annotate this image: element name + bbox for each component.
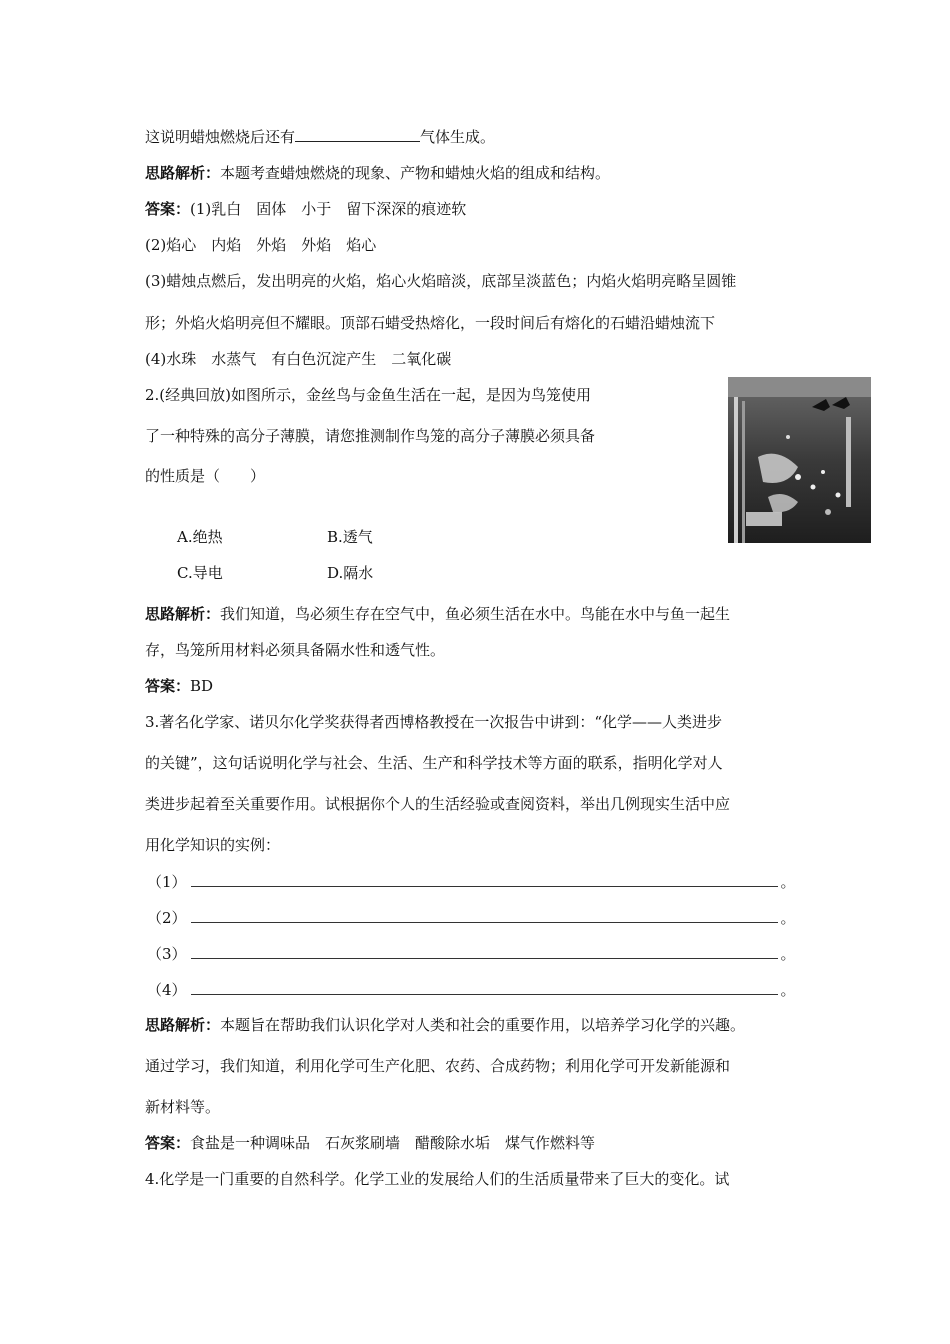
explanation-line: 思路解析：本题考查蜡烛燃烧的现象、产物和蜡烛火焰的组成和结构。 [145,164,611,182]
answer-item: 形；外焰火焰明亮但不耀眼。顶部石蜡受热熔化，一段时间后有熔化的石蜡沿蜡烛流下 [145,314,716,332]
explanation-line: 思路解析：我们知道，鸟必须生存在空气中，鱼必须生活在水中。鸟能在水中与鱼一起生 [145,605,731,623]
text-line: 这说明蜡烛燃烧后还有 气体生成。 [145,128,496,146]
answer-line: 答案：(1)乳白 固体 小于 留下深深的痕迹软 [145,200,467,218]
answer-blank [295,127,420,142]
option-d: D.隔水 [327,564,374,582]
explanation-line: 通过学习，我们知道，利用化学可生产化肥、农药、合成药物；利用化学可开发新能源和 [145,1057,731,1075]
answer-label: 答案： [145,200,191,218]
answer-line: 答案：食盐是一种调味品 石灰浆刷墙 醋酸除水垢 煤气作燃料等 [145,1134,596,1152]
fill-blank-row: （1） 。 [147,873,796,891]
explanation-line: 新材料等。 [145,1098,221,1116]
answer-label: 答案： [145,677,191,695]
option-c: C.导电 [177,564,223,582]
answer-blank[interactable] [191,979,778,995]
question-text: 4.化学是一门重要的自然科学。化学工业的发展给人们的生活质量带来了巨大的变化。试 [145,1170,730,1188]
question-text: 的性质是（ ） [145,467,266,485]
answer-line: 答案：BD [145,677,214,695]
fill-blank-row: （4） 。 [147,981,796,999]
fish-tank-photo [728,377,871,543]
answer-item: (4)水珠 水蒸气 有白色沉淀产生 二氧化碳 [145,350,452,368]
explanation-line: 存，鸟笼所用材料必须具备隔水性和透气性。 [145,641,446,659]
question-text: 用化学知识的实例： [145,836,281,854]
answer-blank[interactable] [191,907,778,923]
answer-item: (2)焰心 内焰 外焰 外焰 焰心 [145,236,377,254]
fill-blank-row: （2） 。 [147,909,796,927]
explanation-label: 思路解析： [145,1016,221,1034]
option-b: B.透气 [327,528,373,546]
fill-blank-row: （3） 。 [147,945,796,963]
question-text: 3.著名化学家、诺贝尔化学奖获得者西博格教授在一次报告中讲到：“化学——人类进步 [145,713,722,731]
question-text: 了一种特殊的高分子薄膜，请您推测制作鸟笼的高分子薄膜必须具备 [145,427,596,445]
answer-blank[interactable] [191,871,778,887]
answer-item: (3)蜡烛点燃后，发出明亮的火焰，焰心火焰暗淡，底部呈淡蓝色；内焰火焰明亮略呈圆锥 [145,272,737,290]
option-a: A.绝热 [177,528,223,546]
explanation-label: 思路解析： [145,605,221,623]
question-text: 的关键”，这句话说明化学与社会、生活、生产和科学技术等方面的联系，指明化学对人 [145,754,723,772]
answer-label: 答案： [145,1134,191,1152]
question-text: 2.(经典回放)如图所示，金丝鸟与金鱼生活在一起，是因为鸟笼使用 [145,386,592,404]
question-text: 类进步起着至关重要作用。试根据你个人的生活经验或查阅资料，举出几例现实生活中应 [145,795,731,813]
explanation-line: 思路解析：本题旨在帮助我们认识化学对人类和社会的重要作用，以培养学习化学的兴趣。 [145,1016,746,1034]
answer-blank[interactable] [191,943,778,959]
explanation-label: 思路解析： [145,164,221,182]
